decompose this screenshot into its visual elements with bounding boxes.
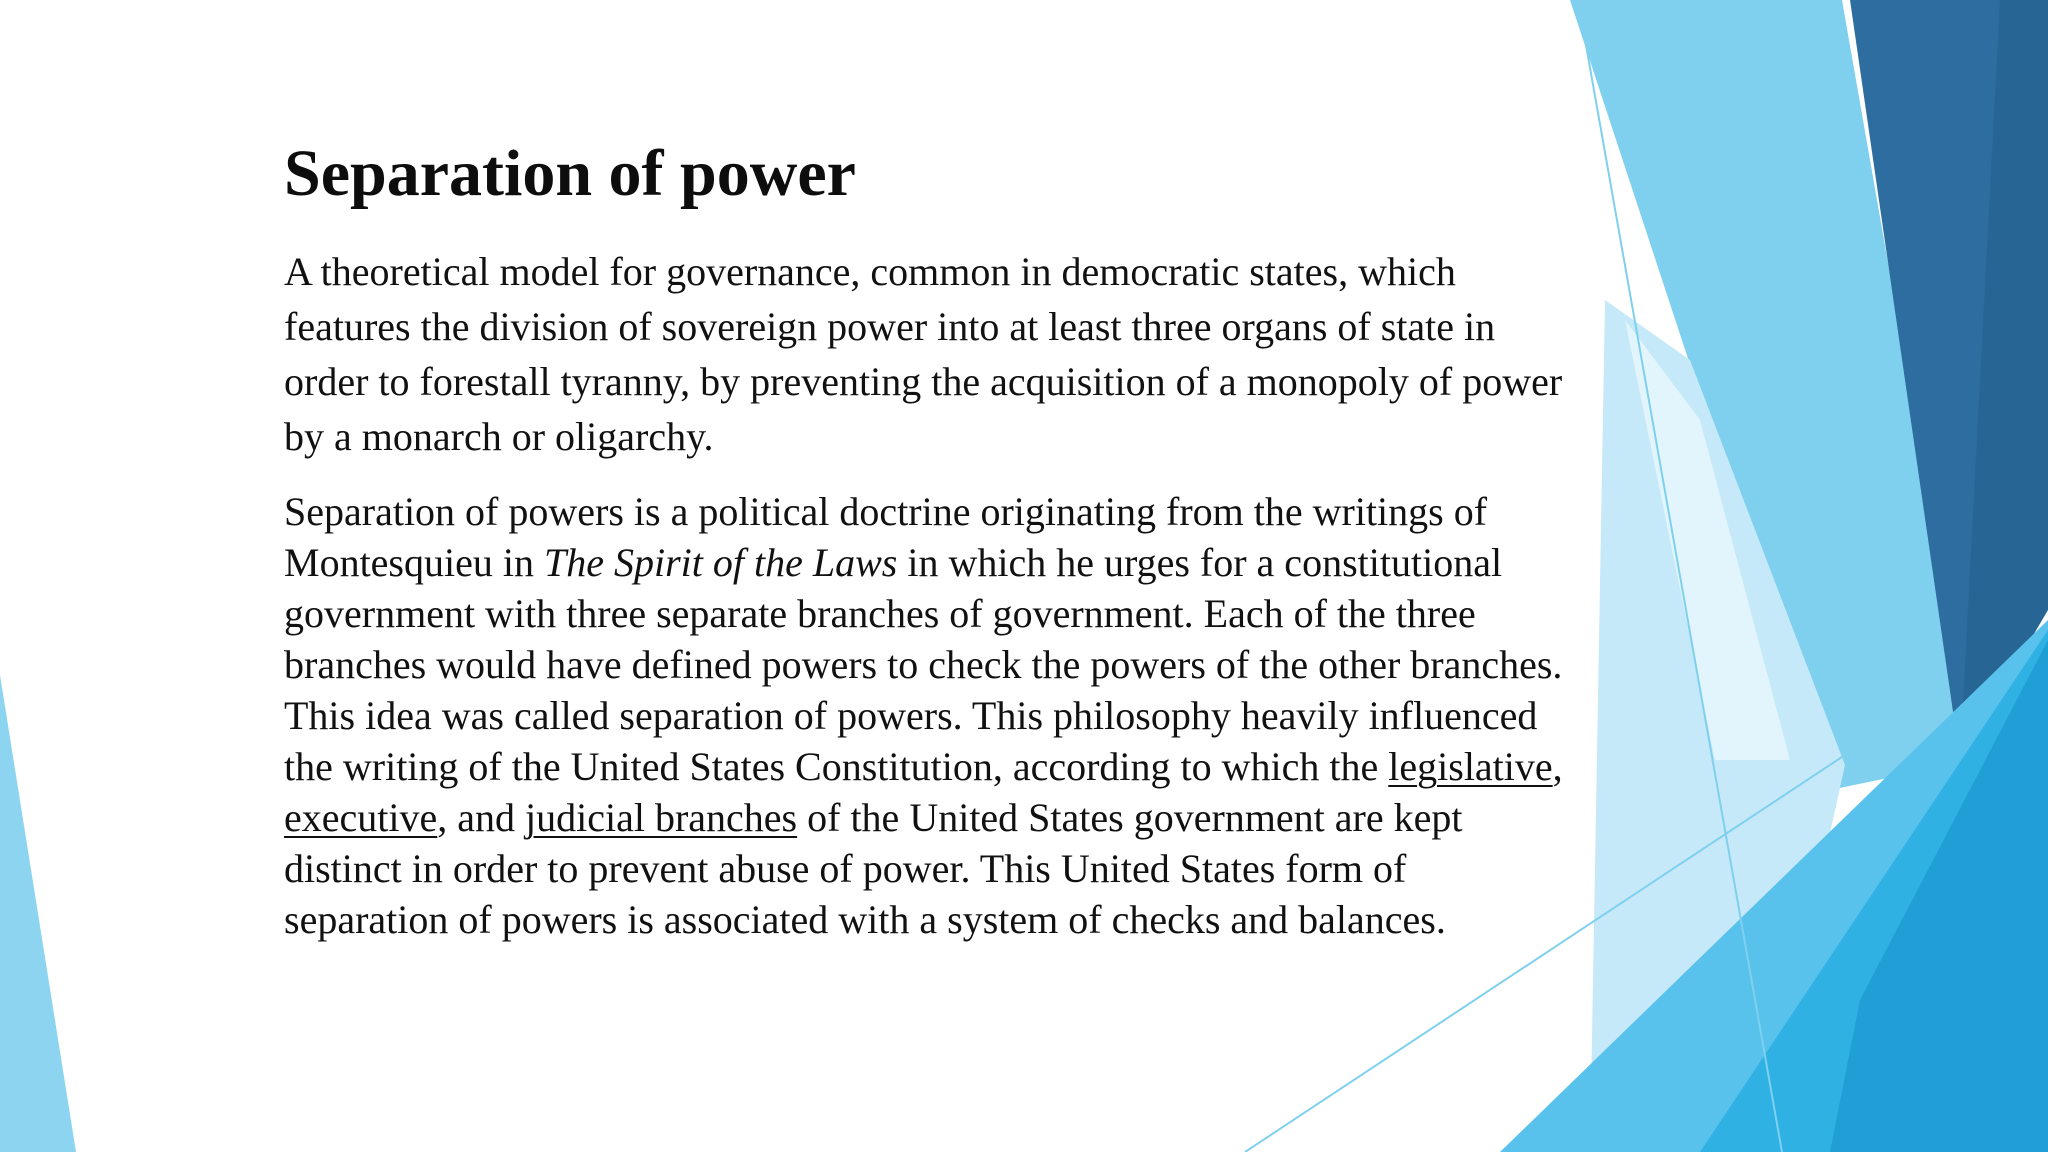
paragraph-text: ,	[1552, 744, 1563, 789]
slide-title: Separation of power	[284, 137, 856, 210]
definition-paragraph: A theoretical model for governance, common in democratic states, which features the division of sovereign power into at least three organs of state in order to forestall tyranny, by preventing the acquisition of a monopoly of power by a monarch or oligarchy.	[284, 249, 1563, 459]
legislative-link[interactable]: legislative	[1388, 744, 1553, 789]
paragraph-text: , and	[437, 795, 526, 840]
doctrine-paragraph	[284, 486, 1564, 945]
judicial-branches-link[interactable]: judicial branches	[525, 795, 798, 840]
executive-link[interactable]: executive	[284, 795, 438, 840]
paragraph-text: in which he urges for a constitutional government with three separate branches of government. Each of the three branches would have defined powers to check the powers of the other branches. This idea was called separation of powers. This philosophy heavily influenced the writing of the United States Constitution, according to which the	[284, 540, 1563, 789]
paragraph-text: Separation of powers is a political doctrine originating from the writings of Montesquieu in	[284, 489, 1488, 585]
paragraph-text: of the United States government are kept distinct in order to prevent abuse of power. This United States form of separation of powers is associated with a system of checks and balances.	[284, 795, 1463, 942]
left-edge-shape	[0, 675, 76, 1152]
book-title: The Spirit of the Laws	[543, 540, 898, 585]
slide-content	[284, 132, 1564, 945]
